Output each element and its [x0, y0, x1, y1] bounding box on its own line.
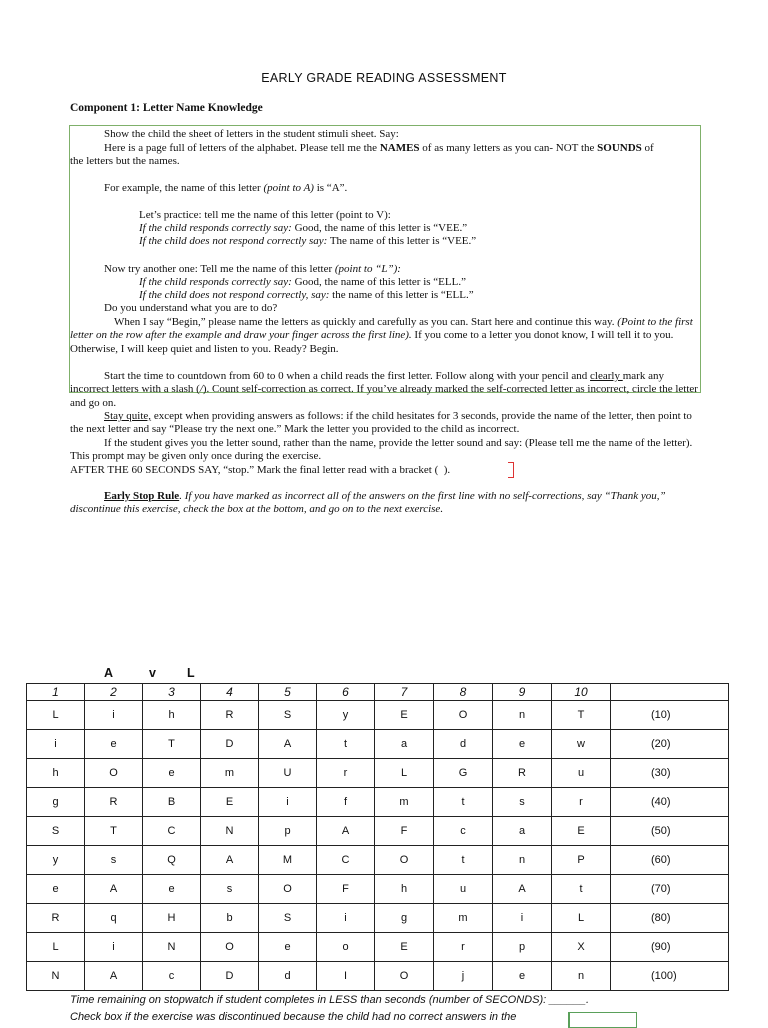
grid-row	[27, 759, 729, 788]
row-count-cell: (20)	[611, 730, 729, 759]
letter-cell: h	[27, 759, 85, 788]
letter-cell: n	[552, 962, 611, 991]
example-letter-a: A	[104, 666, 114, 680]
grid-column-number	[611, 684, 729, 701]
letter-cell: O	[259, 875, 317, 904]
row-count-cell: (90)	[611, 933, 729, 962]
grid-header-row	[27, 684, 729, 701]
letter-cell: d	[259, 962, 317, 991]
example-letter-l: L	[187, 666, 195, 680]
example-text: For example, the name of this letter (point to A) is “A”.	[104, 182, 348, 194]
understand-text: Do you understand what you are to do?	[104, 302, 278, 314]
letter-cell: A	[317, 817, 375, 846]
letter-cell: O	[375, 846, 434, 875]
letter-cell: Q	[143, 846, 201, 875]
begin-paragraph: When I say “Begin,” please name the letters as quickly and carefully as you can. Start here and continue this way. (Point to the first letter on the row after the example and draw your finger across the first line). If you come to a letter you donot know, I will tell it to you. Otherwise, I will keep quiet and listen to you. Ready? Begin.	[70, 316, 693, 355]
letter-cell: c	[143, 962, 201, 991]
letter-cell: b	[201, 904, 259, 933]
l-correct-text: If the child responds correctly say: Good, the name of this letter is “ELL.”	[139, 276, 466, 288]
letter-cell: i	[85, 933, 143, 962]
letter-cell: e	[85, 730, 143, 759]
letter-cell: E	[552, 817, 611, 846]
letter-cell: H	[143, 904, 201, 933]
grid-column-number: 7	[375, 684, 434, 701]
component-heading: Component 1: Letter Name Knowledge	[70, 102, 263, 114]
letter-cell: u	[434, 875, 493, 904]
letter-cell: i	[85, 701, 143, 730]
letter-cell: E	[375, 933, 434, 962]
letter-cell: y	[27, 846, 85, 875]
v-incorrect-text: If the child does not respond correctly say: The name of this letter is “VEE.”	[139, 235, 477, 247]
early-stop-paragraph: Early Stop Rule. If you have marked as incorrect all of the answers on the first line with no self-corrections, say “Thank you,” discontinue this exercise, check the box at the bottom, and go on to the next exercise.	[70, 490, 666, 516]
letter-cell: E	[375, 701, 434, 730]
row-count-cell: (40)	[611, 788, 729, 817]
letter-cell: s	[201, 875, 259, 904]
letter-cell: s	[493, 788, 552, 817]
letter-cell: i	[317, 904, 375, 933]
letter-cell: P	[552, 846, 611, 875]
letter-cell: u	[552, 759, 611, 788]
row-count-cell: (30)	[611, 759, 729, 788]
letter-cell: I	[317, 962, 375, 991]
row-count-cell: (80)	[611, 904, 729, 933]
grid-column-number: 6	[317, 684, 375, 701]
letter-cell: e	[143, 759, 201, 788]
letter-cell: B	[143, 788, 201, 817]
bracket-mark	[508, 462, 514, 478]
page-title: EARLY GRADE READING ASSESSMENT	[261, 71, 507, 85]
letter-sound-paragraph: If the student gives you the letter sound, rather than the name, provide the letter sound and say: (Please tell me the name of the letter). This prompt may be given only once during the exercise.	[70, 437, 693, 463]
grid-column-number: 3	[143, 684, 201, 701]
grid-row	[27, 904, 729, 933]
letter-grid	[26, 683, 729, 991]
letter-cell: T	[143, 730, 201, 759]
here-is-text-cont: the letters but the names.	[70, 155, 180, 167]
letter-cell: L	[375, 759, 434, 788]
letter-cell: U	[259, 759, 317, 788]
v-correct-text: If the child responds correctly say: Good, the name of this letter is “VEE.”	[139, 222, 468, 234]
grid-column-number: 4	[201, 684, 259, 701]
grid-column-number: 8	[434, 684, 493, 701]
grid-row	[27, 933, 729, 962]
letter-cell: O	[201, 933, 259, 962]
letter-cell: t	[434, 846, 493, 875]
letter-cell: O	[375, 962, 434, 991]
letter-cell: F	[375, 817, 434, 846]
grid-row	[27, 846, 729, 875]
timer-paragraph: Start the time to countdown from 60 to 0 when a child reads the first letter. Follow along with your pencil and clearly mark any incorrect letters with a slash (/). Count self-correction as correct. If you’ve already marked the self-corrected letter as incorrect, circle the letter and go on.	[70, 370, 698, 409]
grid-row	[27, 817, 729, 846]
letter-cell: C	[317, 846, 375, 875]
letter-cell: y	[317, 701, 375, 730]
letter-cell: t	[552, 875, 611, 904]
letter-cell: m	[434, 904, 493, 933]
discontinued-text: Check box if the exercise was discontinued because the child had no correct answers in the	[70, 1011, 517, 1023]
row-count-cell: (70)	[611, 875, 729, 904]
letter-cell: i	[493, 904, 552, 933]
letter-cell: N	[201, 817, 259, 846]
after-60-text: AFTER THE 60 SECONDS SAY, “stop.” Mark the final letter read with a bracket ( ).	[70, 464, 451, 476]
letter-cell: R	[493, 759, 552, 788]
letter-cell: a	[493, 817, 552, 846]
grid-column-number: 1	[27, 684, 85, 701]
letter-cell: p	[493, 933, 552, 962]
letter-cell: L	[27, 933, 85, 962]
letter-cell: A	[493, 875, 552, 904]
letter-cell: i	[27, 730, 85, 759]
letter-cell: w	[552, 730, 611, 759]
letter-cell: e	[493, 962, 552, 991]
letter-cell: O	[85, 759, 143, 788]
letter-cell: F	[317, 875, 375, 904]
letter-cell: R	[27, 904, 85, 933]
letter-cell: N	[143, 933, 201, 962]
discontinued-checkbox[interactable]	[568, 1012, 637, 1028]
letter-cell: D	[201, 730, 259, 759]
here-is-text: Here is a page full of letters of the alphabet. Please tell me the NAMES of as many letters as you can- NOT the SOUNDS of	[104, 142, 654, 154]
letter-cell: A	[259, 730, 317, 759]
letter-cell: T	[552, 701, 611, 730]
letter-cell: h	[143, 701, 201, 730]
letter-cell: n	[493, 701, 552, 730]
letter-cell: A	[85, 875, 143, 904]
letter-cell: m	[375, 788, 434, 817]
letter-cell: R	[201, 701, 259, 730]
l-incorrect-text: If the child does not respond correctly, say: the name of this letter is “ELL.”	[139, 289, 474, 301]
grid-row	[27, 875, 729, 904]
letter-cell: D	[201, 962, 259, 991]
letter-cell: p	[259, 817, 317, 846]
row-count-cell: (100)	[611, 962, 729, 991]
grid-column-number: 9	[493, 684, 552, 701]
example-letter-v: v	[149, 666, 156, 680]
grid-row	[27, 962, 729, 991]
letter-cell: M	[259, 846, 317, 875]
letter-cell: j	[434, 962, 493, 991]
letter-cell: T	[85, 817, 143, 846]
letter-cell: r	[552, 788, 611, 817]
letter-cell: R	[85, 788, 143, 817]
letter-cell: E	[201, 788, 259, 817]
letter-cell: e	[259, 933, 317, 962]
grid-column-number: 5	[259, 684, 317, 701]
letter-cell: X	[552, 933, 611, 962]
letter-cell: a	[375, 730, 434, 759]
letter-cell: G	[434, 759, 493, 788]
letter-cell: r	[434, 933, 493, 962]
letter-cell: i	[259, 788, 317, 817]
stay-quiet-paragraph: Stay quite, except when providing answers as follows: if the child hesitates for 3 seconds, provide the name of the letter, then point to the next letter and say “Please try the next one.” Mark the letter you provided to the child as incorrect.	[70, 410, 692, 436]
letter-cell: e	[27, 875, 85, 904]
letter-cell: L	[27, 701, 85, 730]
time-remaining-text: Time remaining on stopwatch if student completes in LESS than seconds (number of SECONDS): ______.	[70, 994, 589, 1006]
letter-cell: S	[27, 817, 85, 846]
letter-cell: d	[434, 730, 493, 759]
letter-cell: N	[27, 962, 85, 991]
grid-row	[27, 730, 729, 759]
letter-cell: S	[259, 904, 317, 933]
row-count-cell: (50)	[611, 817, 729, 846]
letter-cell: h	[375, 875, 434, 904]
letter-cell: A	[201, 846, 259, 875]
letter-cell: A	[85, 962, 143, 991]
grid-row	[27, 701, 729, 730]
row-count-cell: (10)	[611, 701, 729, 730]
letter-cell: r	[317, 759, 375, 788]
show-sheet-text: Show the child the sheet of letters in the student stimuli sheet. Say:	[104, 128, 399, 140]
letter-cell: L	[552, 904, 611, 933]
letter-cell: e	[493, 730, 552, 759]
letter-cell: c	[434, 817, 493, 846]
letter-cell: t	[317, 730, 375, 759]
practice-text: Let’s practice: tell me the name of this letter (point to V):	[139, 209, 391, 221]
letter-cell: f	[317, 788, 375, 817]
letter-cell: t	[434, 788, 493, 817]
letter-cell: o	[317, 933, 375, 962]
another-text: Now try another one: Tell me the name of this letter (point to “L”):	[104, 263, 401, 275]
letter-cell: s	[85, 846, 143, 875]
letter-cell: e	[143, 875, 201, 904]
letter-cell: C	[143, 817, 201, 846]
letter-cell: S	[259, 701, 317, 730]
letter-cell: g	[375, 904, 434, 933]
grid-column-number: 10	[552, 684, 611, 701]
letter-cell: q	[85, 904, 143, 933]
letter-cell: g	[27, 788, 85, 817]
letter-cell: O	[434, 701, 493, 730]
row-count-cell: (60)	[611, 846, 729, 875]
grid-row	[27, 788, 729, 817]
letter-cell: m	[201, 759, 259, 788]
grid-column-number: 2	[85, 684, 143, 701]
letter-cell: n	[493, 846, 552, 875]
